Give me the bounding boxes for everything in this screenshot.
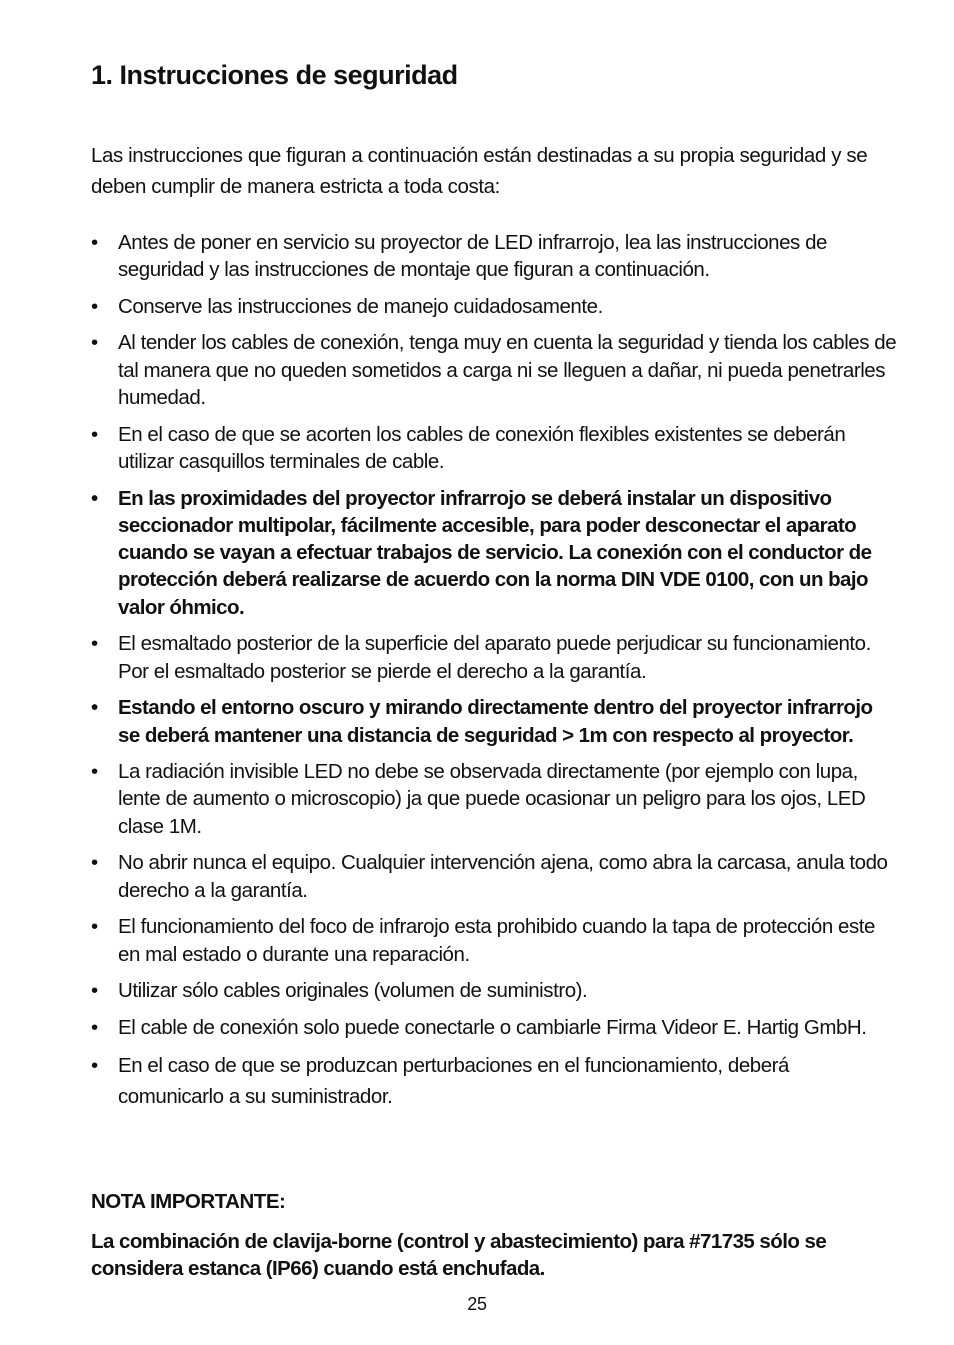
safety-instructions-list xyxy=(91,229,899,1122)
list-item xyxy=(91,1014,899,1041)
bullet-icon: • xyxy=(91,294,98,318)
bullet-icon: • xyxy=(91,632,98,656)
list-item-text: En las proximidades del proyector infrarrojo se deberá instalar un dispositivo seccionador multipolar, fácilmente accesible, para poder desconectar el aparato cuando se vayan a efectuar trabajos de servicio. La conexión con el conductor de protección deberá realizarse de acuerdo con la norma DIN VDE 0100, con un bajo valor óhmico. xyxy=(118,486,872,619)
page-title: 1. Instrucciones de seguridad xyxy=(91,60,458,90)
bullet-icon: • xyxy=(91,979,98,1003)
list-item-text: Conserve las instrucciones de manejo cuidadosamente. xyxy=(118,294,603,318)
list-item-text: Antes de poner en servicio su proyector de LED infrarrojo, lea las instrucciones de seguridad y las instrucciones de montaje que figuran a continuación. xyxy=(118,231,828,282)
bullet-icon: • xyxy=(91,486,98,510)
page-number: 25 xyxy=(467,1294,487,1314)
list-item xyxy=(91,849,899,904)
note-body: La combinación de clavija-borne (control y abastecimiento) para #71735 sólo se considera estanca (IP66) cuando está enchufada. xyxy=(91,1230,827,1281)
list-item xyxy=(91,1050,899,1112)
list-item xyxy=(91,630,899,685)
list-item-text: La radiación invisible LED no debe se observada directamente (por ejemplo con lupa, lente de aumento o microscopio) ja que puede ocasionar un peligro para los ojos, LED clase 1M. xyxy=(118,760,866,838)
list-item-text: El esmaltado posterior de la superficie del aparato puede perjudicar su funcionamiento. Por el esmaltado posterior se pierde el derecho a la garantía. xyxy=(118,632,871,683)
list-item xyxy=(91,977,899,1004)
list-item-text: El cable de conexión solo puede conectarle o cambiarle Firma Videor E. Hartig GmbH. xyxy=(118,1015,867,1039)
list-item-text: Estando el entorno oscuro y mirando directamente dentro del proyector infrarrojo se deberá mantener una distancia de seguridad > 1m con respecto al proyector. xyxy=(118,696,873,747)
intro-paragraph: Las instrucciones que figuran a continuación están destinadas a su propia seguridad y se deben cumplir de manera estricta a toda costa: xyxy=(91,144,868,198)
bullet-icon: • xyxy=(91,1054,98,1078)
bullet-icon: • xyxy=(91,915,98,939)
note-heading: NOTA IMPORTANTE: xyxy=(91,1190,286,1213)
bullet-icon: • xyxy=(91,1015,98,1039)
list-item-text: En el caso de que se acorten los cables de conexión flexibles existentes se deberán utilizar casquillos terminales de cable. xyxy=(118,422,846,473)
bullet-icon: • xyxy=(91,851,98,875)
bullet-icon: • xyxy=(91,331,98,355)
list-item xyxy=(91,758,899,840)
list-item xyxy=(91,229,899,284)
list-item-warning xyxy=(91,485,899,621)
bullet-icon: • xyxy=(91,422,98,446)
bullet-icon: • xyxy=(91,696,98,720)
list-item-text: En el caso de que se produzcan perturbaciones en el funcionamiento, deberá comunicarlo a su suministrador. xyxy=(118,1054,790,1109)
list-item-text: Al tender los cables de conexión, tenga muy en cuenta la seguridad y tienda los cables de tal manera que no queden sometidos a carga ni se lleguen a dañar, ni pueda penetrarles humedad. xyxy=(118,331,897,410)
list-item-warning xyxy=(91,694,899,749)
bullet-icon: • xyxy=(91,231,98,254)
list-item-text: El funcionamiento del foco de infrarojo esta prohibido cuando la tapa de protección este en mal estado o durante una reparación. xyxy=(118,915,876,966)
list-item xyxy=(91,293,899,320)
list-item xyxy=(91,913,899,968)
list-item-text: No abrir nunca el equipo. Cualquier intervención ajena, como abra la carcasa, anula todo derecho a la garantía. xyxy=(118,851,888,902)
list-item-text: Utilizar sólo cables originales (volumen de suministro). xyxy=(118,979,588,1003)
list-item xyxy=(91,329,899,411)
bullet-icon: • xyxy=(91,760,98,784)
list-item xyxy=(91,421,899,476)
